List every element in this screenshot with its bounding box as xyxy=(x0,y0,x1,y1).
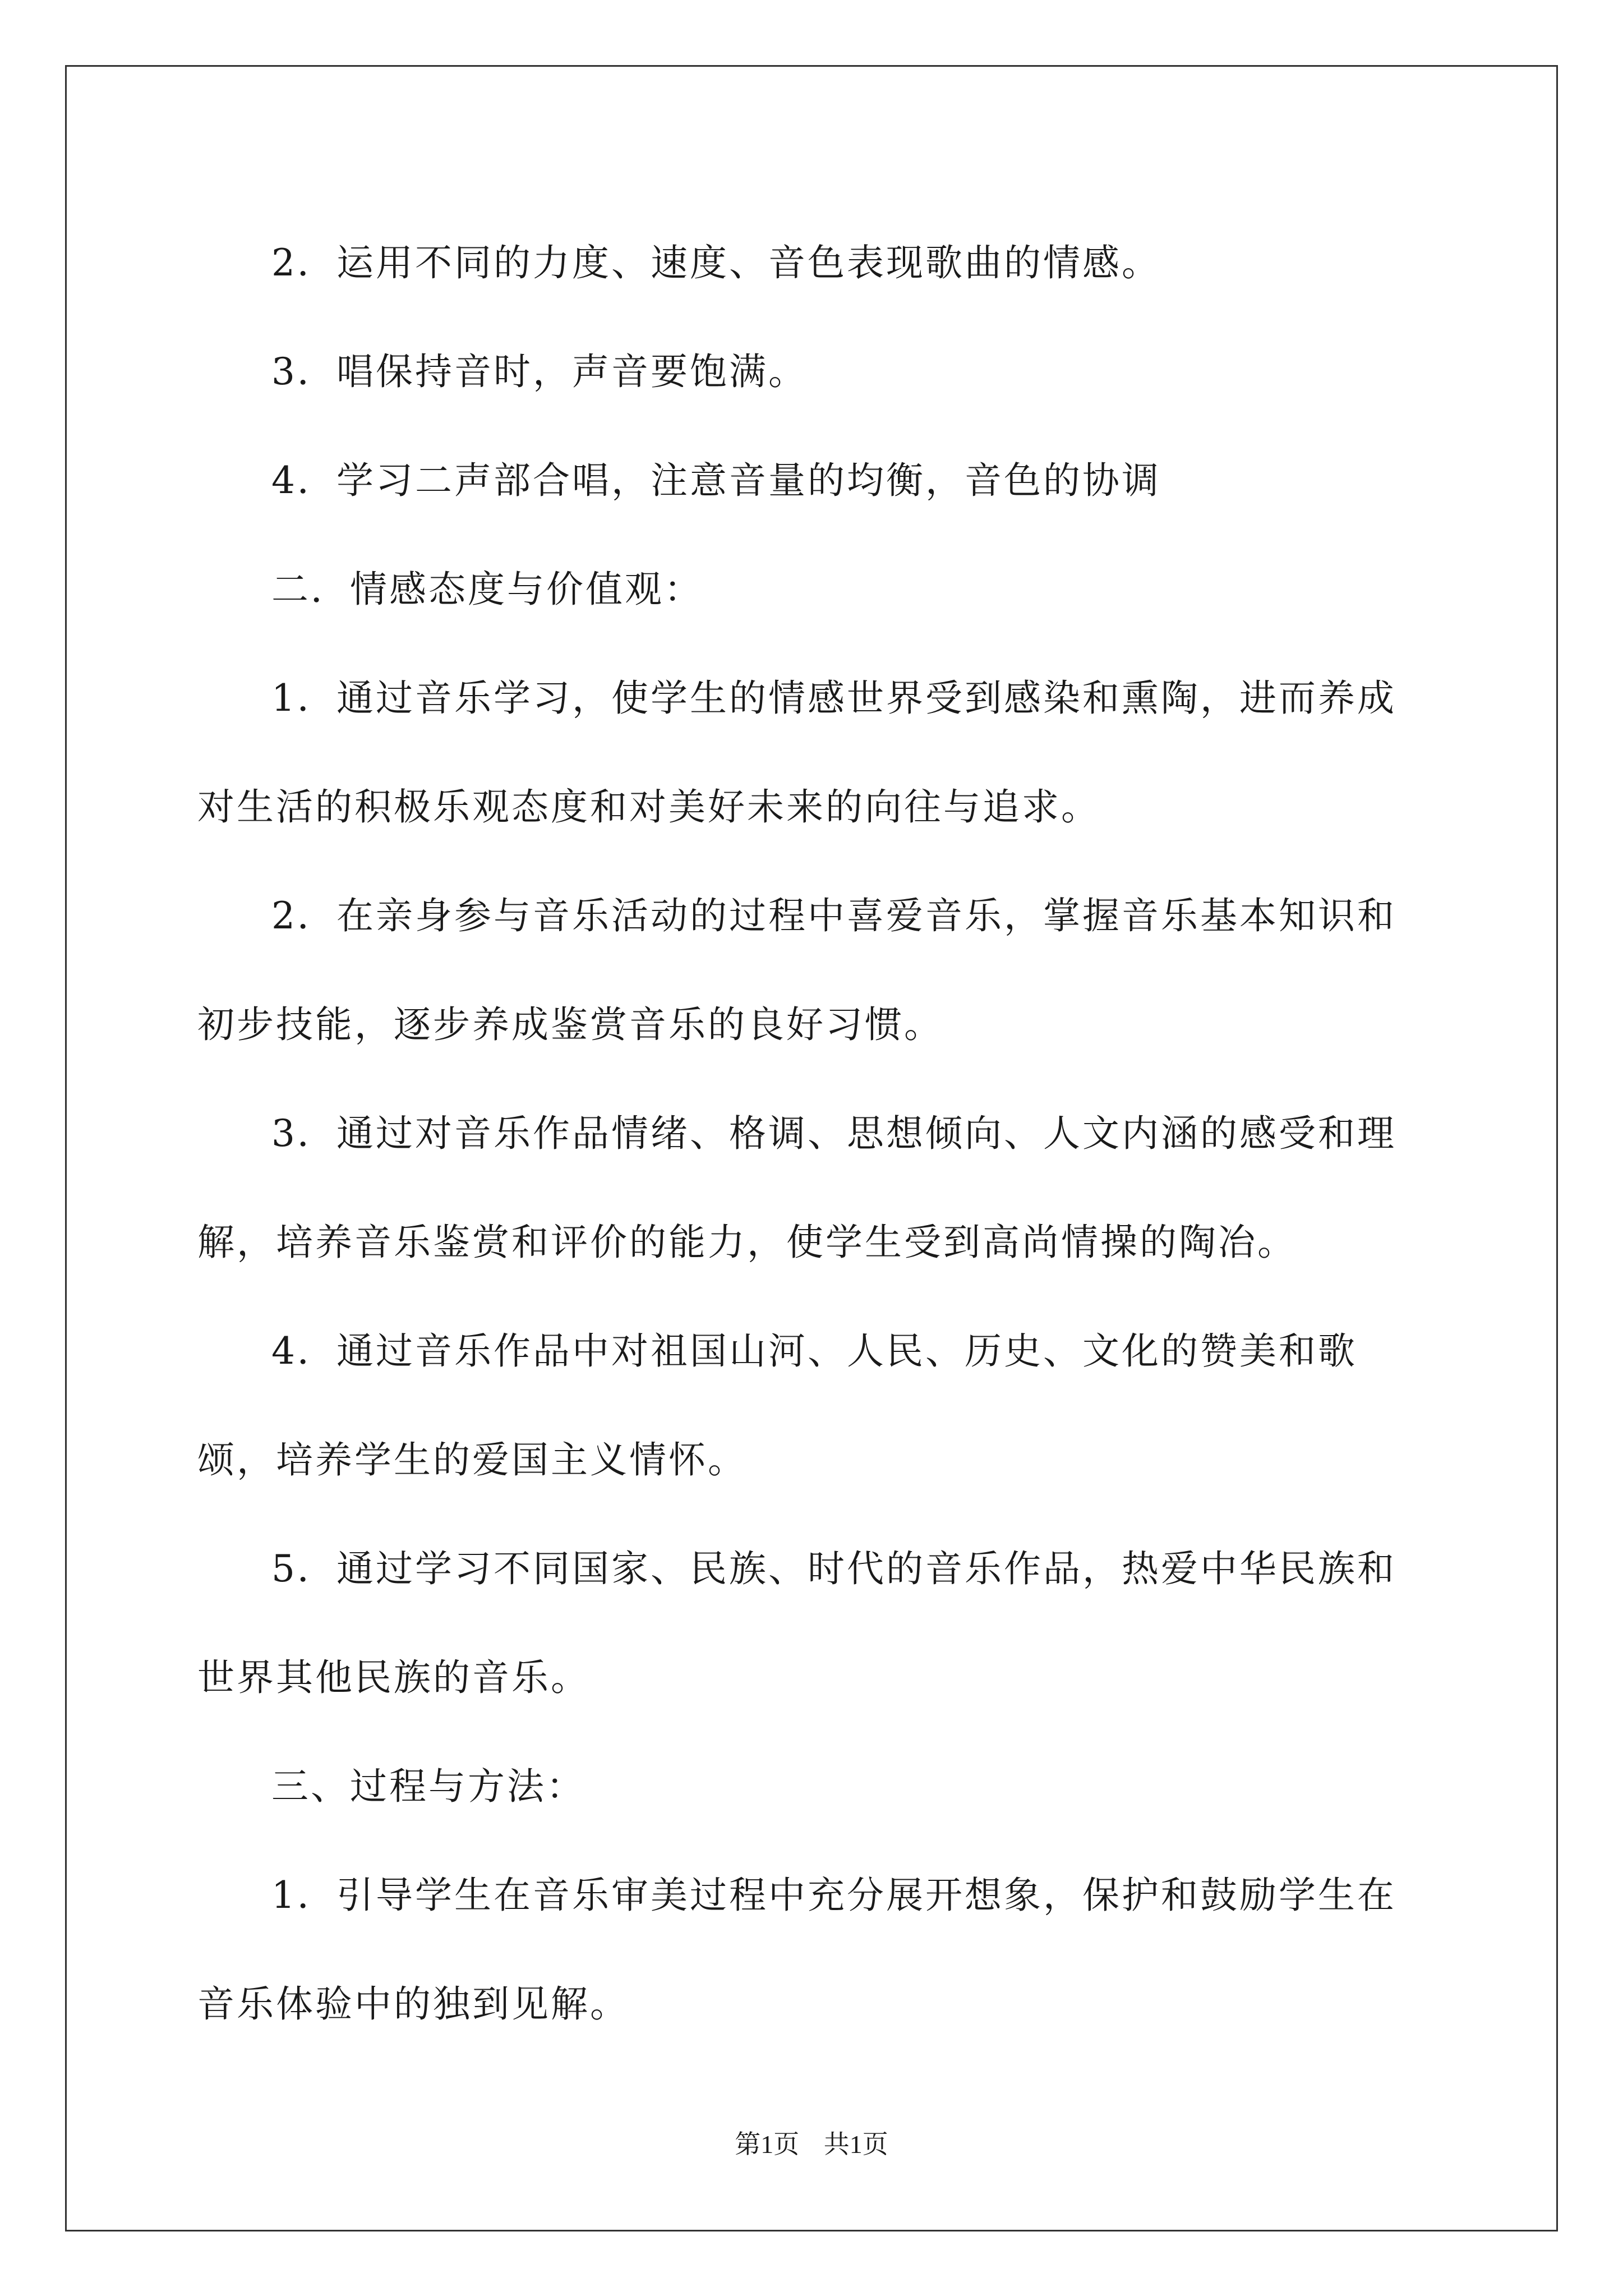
paragraph: 4．学习二声部合唱，注意音量的均衡，音色的协调 xyxy=(271,459,1161,502)
paragraph: 1．通过音乐学习，使学生的情感世界受到感染和熏陶，进而养成对生活的积极乐观态度和对美好未来的向往与追求。 xyxy=(197,677,1396,829)
paragraph: 1．引导学生在音乐审美过程中充分展开想象，保护和鼓励学生在音乐体验中的独到见解。 xyxy=(197,1874,1396,2026)
paragraph: 4．通过音乐作品中对祖国山河、人民、历史、文化的赞美和歌颂，培养学生的爱国主义情怀。 xyxy=(197,1329,1357,1481)
paragraph: 2．运用不同的力度、速度、音色表现歌曲的情感。 xyxy=(271,241,1161,284)
page-footer xyxy=(0,2124,1623,2161)
paragraph: 5．通过学习不同国家、民族、时代的音乐作品，热爱中华民族和世界其他民族的音乐。 xyxy=(197,1547,1396,1699)
section-heading: 二．情感态度与价值观： xyxy=(271,568,703,611)
section-heading: 三、过程与方法： xyxy=(271,1765,585,1808)
page-number: 第1页 xyxy=(735,2130,800,2159)
paragraph: 3．唱保持音时，声音要饱满。 xyxy=(271,350,808,393)
page-total: 共1页 xyxy=(823,2130,888,2159)
paragraph: 2．在亲身参与音乐活动的过程中喜爱音乐，掌握音乐基本知识和初步技能，逐步养成鉴赏音乐的良好习惯。 xyxy=(197,894,1396,1046)
document-body xyxy=(197,209,1431,2059)
paragraph: 3．通过对音乐作品情绪、格调、思想倾向、人文内涵的感受和理解，培养音乐鉴赏和评价的能力，使学生受到高尚情操的陶冶。 xyxy=(197,1112,1396,1264)
